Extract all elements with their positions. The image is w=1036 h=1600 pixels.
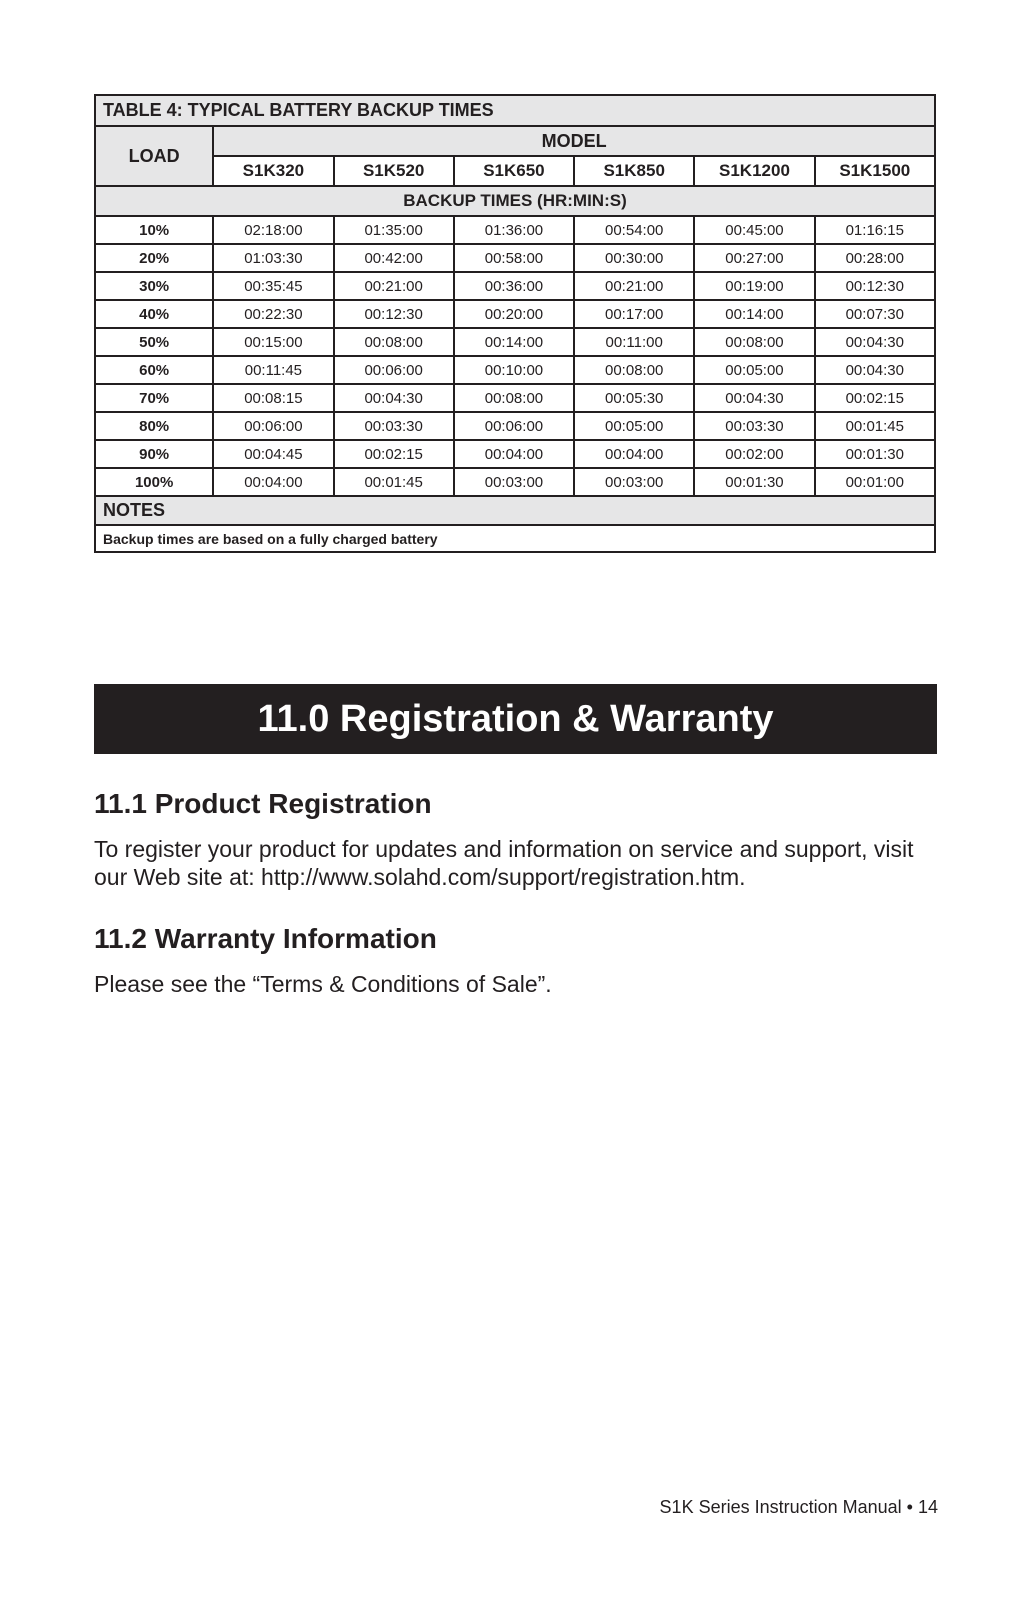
backup-time-cell: 00:07:30 (815, 300, 935, 328)
backup-time-cell: 00:01:00 (815, 468, 935, 496)
notes-text: Backup times are based on a fully charged battery (95, 525, 935, 552)
backup-time-cell: 01:35:00 (334, 216, 454, 244)
registration-heading: 11.1 Product Registration (94, 788, 432, 819)
model-header-s1k1200: S1K1200 (694, 156, 814, 186)
backup-time-cell: 00:42:00 (334, 244, 454, 272)
backup-time-cell: 00:54:00 (574, 216, 694, 244)
table-row (95, 328, 935, 356)
backup-time-cell: 00:06:00 (213, 412, 333, 440)
backup-time-cell: 02:18:00 (213, 216, 333, 244)
backup-time-cell: 00:08:00 (454, 384, 574, 412)
load-cell: 70% (95, 384, 213, 412)
backup-time-cell: 00:21:00 (574, 272, 694, 300)
backup-time-cell: 00:01:45 (334, 468, 454, 496)
backup-time-cell: 00:04:00 (574, 440, 694, 468)
table-body (95, 216, 935, 496)
backup-time-cell: 00:05:00 (574, 412, 694, 440)
backup-time-cell: 00:08:00 (574, 356, 694, 384)
backup-time-cell: 00:04:45 (213, 440, 333, 468)
table-row (95, 412, 935, 440)
backup-time-cell: 00:11:00 (574, 328, 694, 356)
table-row (95, 244, 935, 272)
table-row (95, 356, 935, 384)
backup-time-cell: 00:03:00 (454, 468, 574, 496)
backup-time-cell: 00:02:15 (334, 440, 454, 468)
load-cell: 10% (95, 216, 213, 244)
backup-time-cell: 00:35:45 (213, 272, 333, 300)
warranty-heading: 11.2 Warranty Information (94, 923, 437, 954)
backup-time-cell: 00:01:30 (694, 468, 814, 496)
registration-body: To register your product for updates and information on service and support, visit our Web site at: http://www.solahd.com/support/registration.htm. (94, 836, 914, 890)
load-cell: 20% (95, 244, 213, 272)
backup-time-cell: 00:03:00 (574, 468, 694, 496)
notes-header: NOTES (95, 496, 935, 525)
backup-time-cell: 00:11:45 (213, 356, 333, 384)
backup-time-cell: 00:58:00 (454, 244, 574, 272)
backup-time-cell: 00:08:15 (213, 384, 333, 412)
backup-time-cell: 00:03:30 (694, 412, 814, 440)
backup-time-cell: 00:08:00 (334, 328, 454, 356)
backup-time-cell: 00:30:00 (574, 244, 694, 272)
load-cell: 40% (95, 300, 213, 328)
model-header-s1k320: S1K320 (213, 156, 333, 186)
backup-time-cell: 00:14:00 (454, 328, 574, 356)
backup-time-cell: 00:08:00 (694, 328, 814, 356)
backup-time-cell: 00:01:30 (815, 440, 935, 468)
backup-time-cell: 00:04:30 (694, 384, 814, 412)
backup-time-cell: 00:04:00 (213, 468, 333, 496)
backup-time-cell: 00:05:30 (574, 384, 694, 412)
backup-time-cell: 00:28:00 (815, 244, 935, 272)
backup-time-cell: 00:21:00 (334, 272, 454, 300)
warranty-body: Please see the “Terms & Conditions of Sale”. (94, 971, 552, 997)
backup-time-cell: 00:01:45 (815, 412, 935, 440)
backup-time-cell: 00:14:00 (694, 300, 814, 328)
backup-time-cell: 00:20:00 (454, 300, 574, 328)
backup-time-cell: 00:12:30 (334, 300, 454, 328)
backup-time-cell: 00:02:00 (694, 440, 814, 468)
section-banner (94, 684, 937, 754)
model-column-header: MODEL (213, 126, 935, 156)
table-title: TABLE 4: TYPICAL BATTERY BACKUP TIMES (95, 95, 935, 126)
table-row (95, 468, 935, 496)
backup-time-cell: 00:12:30 (815, 272, 935, 300)
backup-times-band: BACKUP TIMES (HR:MIN:S) (95, 186, 935, 216)
backup-time-cell: 00:02:15 (815, 384, 935, 412)
page-footer: S1K Series Instruction Manual • 14 (659, 1497, 938, 1517)
backup-time-cell: 00:05:00 (694, 356, 814, 384)
table-row (95, 300, 935, 328)
backup-time-cell: 00:45:00 (694, 216, 814, 244)
backup-time-cell: 00:06:00 (334, 356, 454, 384)
load-column-header: LOAD (95, 126, 213, 186)
backup-time-cell: 00:27:00 (694, 244, 814, 272)
backup-time-cell: 00:15:00 (213, 328, 333, 356)
backup-time-cell: 00:36:00 (454, 272, 574, 300)
load-cell: 100% (95, 468, 213, 496)
load-cell: 80% (95, 412, 213, 440)
battery-backup-table (94, 94, 936, 553)
load-cell: 30% (95, 272, 213, 300)
table-row (95, 440, 935, 468)
backup-time-cell: 00:06:00 (454, 412, 574, 440)
backup-time-cell: 00:04:00 (454, 440, 574, 468)
load-cell: 60% (95, 356, 213, 384)
model-header-s1k1500: S1K1500 (815, 156, 935, 186)
backup-time-cell: 00:22:30 (213, 300, 333, 328)
backup-time-cell: 01:36:00 (454, 216, 574, 244)
backup-time-cell: 01:03:30 (213, 244, 333, 272)
backup-time-cell: 00:04:30 (334, 384, 454, 412)
backup-time-cell: 00:03:30 (334, 412, 454, 440)
table-row (95, 216, 935, 244)
backup-time-cell: 00:04:30 (815, 356, 935, 384)
model-header-s1k850: S1K850 (574, 156, 694, 186)
section-title: 11.0 Registration & Warranty (257, 697, 774, 740)
load-cell: 90% (95, 440, 213, 468)
load-cell: 50% (95, 328, 213, 356)
backup-time-cell: 00:17:00 (574, 300, 694, 328)
table-row (95, 384, 935, 412)
backup-time-cell: 01:16:15 (815, 216, 935, 244)
model-header-s1k520: S1K520 (334, 156, 454, 186)
backup-time-cell: 00:19:00 (694, 272, 814, 300)
backup-time-cell: 00:10:00 (454, 356, 574, 384)
backup-time-cell: 00:04:30 (815, 328, 935, 356)
table-row (95, 272, 935, 300)
model-header-s1k650: S1K650 (454, 156, 574, 186)
